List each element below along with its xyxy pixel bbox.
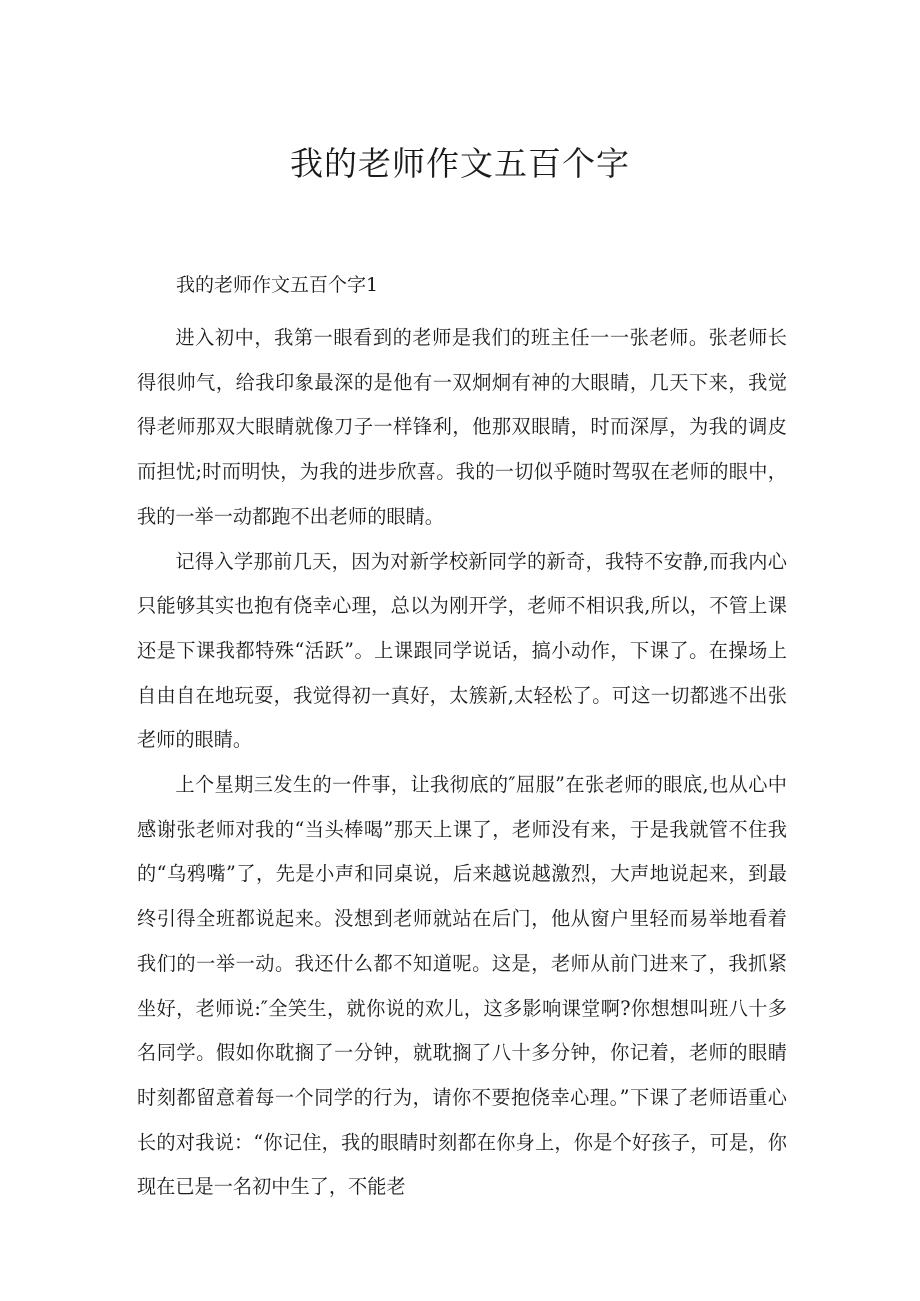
paragraph-3: 上个星期三发生的一件事，让我彻底的″屈服”在张老师的眼底,也从心中感谢张老师对我的“当头棒喝”那天上课了，老师没有来，于是我就管不住我的“乌鸦嘴”了，先是小声和同桌说，后来越说越激烈，大声地说起来，到最终引得全班都说起来。没想到老师就站在后门，他从窗户里轻而易举地看着我们的一举一动。我还什么都不知道呢。这是，老师从前门进来了，我抓紧坐好，老师说:″全笑生，就你说的欢儿，这多影响课堂啊?你想想叫班八十多名同学。假如你耽搁了一分钟，就耽搁了八十多分钟，你记着，老师的眼睛时刻都留意着每一个同学的行为，请你不要抱侥幸心理。”下课了老师语重心长的对我说：“你记住，我的眼睛时刻都在你身上，你是个好孩子，可是，你现在已是一名初中生了，不能老 — [137, 773, 787, 1199]
paragraph-2: 记得入学那前几天，因为对新学校新同学的新奇，我特不安静,而我内心只能够其实也抱有侥幸心理，总以为刚开学，老师不相识我,所以，不管上课还是下课我都特殊“活跃”。上课跟同学说话，搞小动作，下课了。在操场上自由自在地玩耍，我觉得初一真好，太簇新,太轻松了。可这一切都逃不出张老师的眼睛。 — [137, 549, 787, 752]
page-title: 我的老师作文五百个字 — [290, 144, 630, 183]
essay-subtitle: 我的老师作文五百个字1 — [176, 274, 379, 296]
paragraph-1: 进入初中，我第一眼看到的老师是我们的班主任一一张老师。张老师长得很帅气，给我印象最深的是他有一双炯炯有神的大眼睛，几天下来，我觉得老师那双大眼睛就像刀子一样锋利，他那双眼睛，时而深厚，为我的调皮而担忧;时而明快，为我的进步欣喜。我的一切似乎随时驾驭在老师的眼中，我的一举一动都跑不出老师的眼睛。 — [137, 326, 787, 528]
essay-body — [137, 316, 787, 1210]
